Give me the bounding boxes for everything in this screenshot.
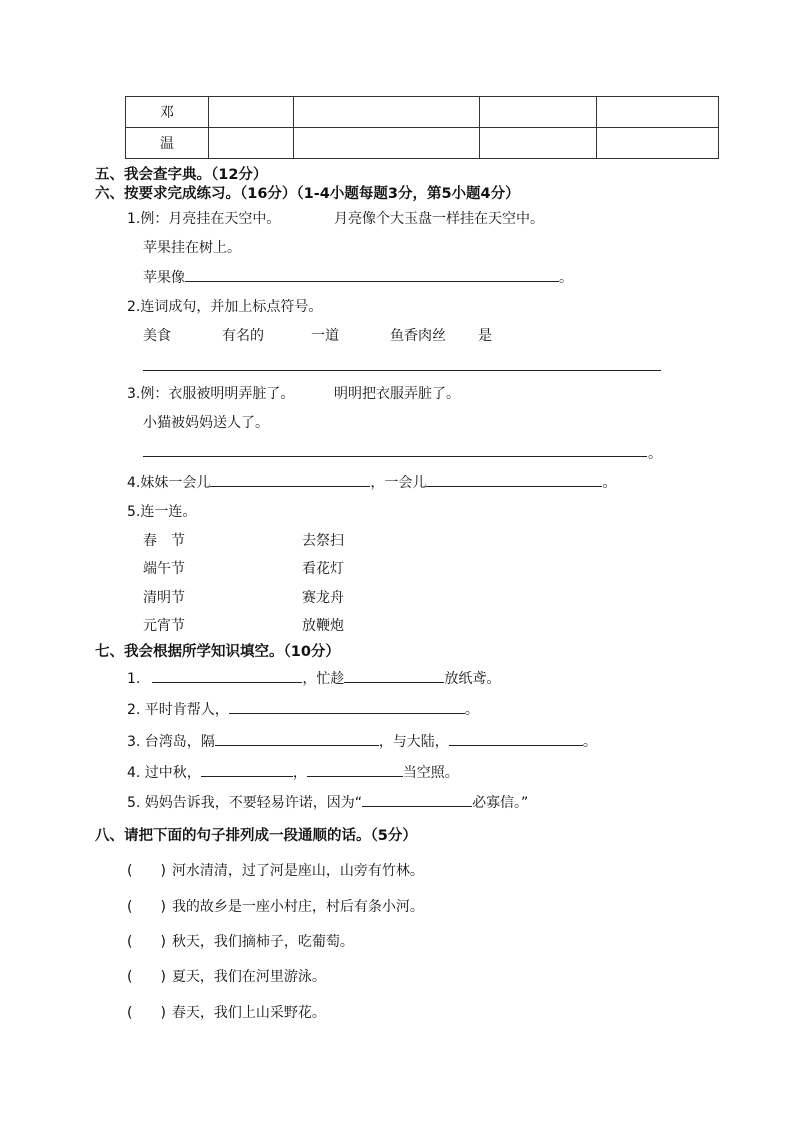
order-sentence: 河水清清，过了河是座山，山旁有竹林。: [171, 863, 424, 879]
q2-word: 是: [478, 328, 492, 344]
order-item: [127, 931, 354, 951]
q1-given-sentence: 苹果挂在树上。: [143, 240, 241, 256]
order-sentence: 春天，我们上山采野花。: [171, 1005, 326, 1021]
q4-line: [127, 472, 616, 492]
table-cell-blank[interactable]: [480, 97, 597, 128]
q1-example: 1.例：月亮挂在天空中。: [127, 211, 281, 227]
table-cell-blank[interactable]: [597, 128, 719, 159]
order-paren-input[interactable]: ( ): [127, 863, 166, 879]
table-cell-blank[interactable]: [209, 97, 294, 128]
s7-q5: [127, 792, 528, 812]
q1-prompt: [143, 267, 573, 287]
q2-word: 美食: [143, 328, 171, 344]
s7-q5-end: 必寡信。”: [472, 795, 529, 811]
q1-prompt-label: 苹果像: [143, 270, 185, 286]
order-paren-input[interactable]: ( ): [127, 1005, 166, 1021]
table-row: [126, 97, 719, 128]
q3-end-punct: 。: [648, 446, 662, 462]
table-row: [126, 128, 719, 159]
s7-q4-mid: ，: [292, 765, 307, 781]
q4-blank-2[interactable]: [426, 472, 602, 487]
s7-q4-blank-2[interactable]: [307, 762, 403, 777]
q4-end-punct: 。: [602, 475, 617, 491]
s7-q3-blank-2[interactable]: [449, 731, 583, 746]
s7-q1-blank-1[interactable]: [152, 668, 302, 683]
table-cell-blank[interactable]: [294, 97, 480, 128]
section-8-title: 八、请把下面的句子排列成一段通顺的话。（5分）: [95, 828, 417, 844]
s7-q1: [127, 668, 500, 688]
q2-word: 一道: [311, 328, 339, 344]
order-item: [127, 966, 326, 986]
q2-word: 鱼香肉丝: [390, 328, 446, 344]
section-7-title: 七、我会根据所学知识填空。（10分）: [95, 644, 340, 660]
match-right-item[interactable]: 放鞭炮: [302, 618, 344, 634]
section-5-title: 五、我会查字典。（12分）: [95, 167, 268, 183]
table-cell-char: 邓: [126, 97, 209, 128]
s7-q4-text: 4. 过中秋，: [127, 765, 201, 781]
s7-q5-blank[interactable]: [362, 792, 472, 807]
s7-q2-blank[interactable]: [229, 699, 465, 714]
s7-q1-mid: ，忙趁: [302, 671, 345, 687]
q1-example-answer: 月亮像个大玉盘一样挂在天空中。: [334, 211, 544, 227]
match-right-item[interactable]: 赛龙舟: [302, 590, 344, 606]
table-cell-blank[interactable]: [597, 97, 719, 128]
s7-q4-blank-1[interactable]: [201, 762, 293, 777]
q3-answer-line[interactable]: [143, 456, 647, 457]
s7-q2: [127, 699, 479, 719]
table-cell-blank[interactable]: [294, 128, 480, 159]
s7-q2-text: 2. 平时肯帮人，: [127, 702, 229, 718]
s7-q3: [127, 731, 597, 751]
match-right-item[interactable]: 去祭扫: [302, 533, 344, 549]
q5-title: 5.连一连。: [127, 504, 197, 520]
q3-example: 3.例：衣服被明明弄脏了。: [127, 386, 295, 402]
match-right-item[interactable]: 看花灯: [302, 561, 344, 577]
section-6-title: 六、按要求完成练习。（16分）（1-4小题每题3分，第5小题4分）: [95, 186, 520, 202]
q1-end-punct: 。: [559, 270, 573, 286]
q2-title: 2.连词成句，并加上标点符号。: [127, 299, 323, 315]
q3-given-sentence: 小猫被妈妈送人了。: [143, 415, 269, 431]
s7-q2-end: 。: [464, 702, 479, 718]
match-left-item[interactable]: 春 节: [143, 533, 185, 549]
q2-answer-line[interactable]: [143, 370, 661, 371]
s7-q3-end: 。: [582, 734, 597, 750]
order-sentence: 夏天，我们在河里游泳。: [171, 969, 326, 985]
table-cell-char: 温: [126, 128, 209, 159]
s7-q1-blank-2[interactable]: [344, 668, 444, 683]
order-sentence: 秋天，我们摘柿子，吃葡萄。: [171, 934, 354, 950]
s7-q4-end: 当空照。: [402, 765, 459, 781]
s7-q4: [127, 762, 459, 782]
s7-q1-num: 1.: [127, 671, 141, 687]
order-item: [127, 860, 424, 880]
q4-label-a: 4.妹妹一会儿: [127, 475, 211, 491]
q2-word: 有名的: [222, 328, 264, 344]
dictionary-table: [125, 96, 719, 159]
match-left-item[interactable]: 清明节: [143, 590, 185, 606]
q3-example-answer: 明明把衣服弄脏了。: [334, 386, 460, 402]
order-paren-input[interactable]: ( ): [127, 934, 166, 950]
s7-q5-text: 5. 妈妈告诉我，不要轻易许诺，因为“: [127, 795, 363, 811]
q1-answer-blank[interactable]: [185, 267, 559, 282]
q4-blank-1[interactable]: [210, 472, 370, 487]
s7-q3-blank-1[interactable]: [215, 731, 379, 746]
s7-q1-end: 放纸鸢。: [444, 671, 501, 687]
order-item: [127, 896, 424, 916]
order-item: [127, 1002, 326, 1022]
order-sentence: 我的故乡是一座小村庄，村后有条小河。: [171, 899, 424, 915]
match-left-item[interactable]: 端午节: [143, 561, 185, 577]
q4-label-b: ，一会儿: [370, 475, 427, 491]
order-paren-input[interactable]: ( ): [127, 899, 166, 915]
order-paren-input[interactable]: ( ): [127, 969, 166, 985]
table-cell-blank[interactable]: [480, 128, 597, 159]
table-cell-blank[interactable]: [209, 128, 294, 159]
s7-q3-text: 3. 台湾岛，隔: [127, 734, 215, 750]
match-left-item[interactable]: 元宵节: [143, 618, 185, 634]
s7-q3-mid: ，与大陆，: [378, 734, 449, 750]
